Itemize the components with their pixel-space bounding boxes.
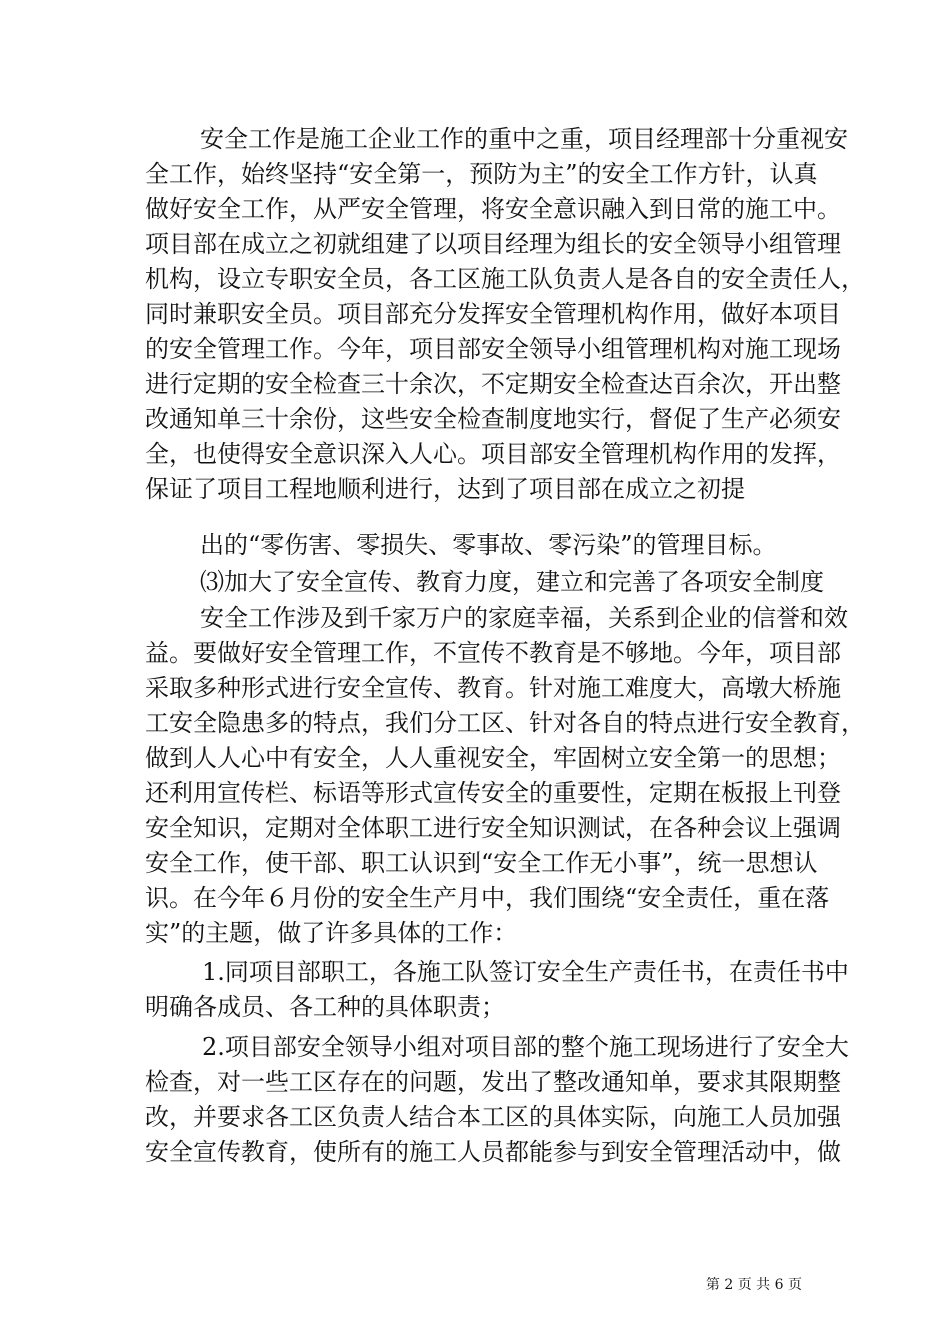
paragraph-line: 识。在今年６月份的安全生产月中，我们围绕“安全责任，重在落 [145,884,830,912]
paragraph-line: 改，并要求各工区负责人结合本工区的具体实际，向施工人员加强 [145,1103,841,1131]
paragraph-line: 益。要做好安全管理工作，不宣传不教育是不够地。今年，项目部 [145,639,841,667]
paragraph-line: 安全知识，定期对全体职工进行安全知识测试，在各种会议上强调 [145,814,841,842]
paragraph-line: 明确各成员、各工种的具体职责； [145,993,505,1021]
paragraph-line: 保证了项目工程地顺利进行，达到了项目部在成立之初提 [145,475,745,503]
paragraph-line: 全，也使得安全意识深入人心。项目部安全管理机构作用的发挥， [145,440,841,468]
paragraph-line: 安全工作，使干部、职工认识到“安全工作无小事”，统一思想认 [145,849,818,877]
paragraph-line: 检查，对一些工区存在的问题，发出了整改通知单，要求其限期整 [145,1068,841,1096]
paragraph-line: 机构，设立专职安全员，各工区施工队负责人是各自的安全责任人， [145,265,865,293]
list-item: 2.项目部安全领导小组对项目部的整个施工现场进行了安全大 [202,1033,849,1061]
paragraph-line: 采取多种形式进行安全宣传、教育。针对施工难度大，高墩大桥施 [145,674,841,702]
page-number: 第 2 页 共 6 页 [705,1277,802,1293]
paragraph-line: 进行定期的安全检查三十余次，不定期安全检查达百余次，开出整 [145,370,841,398]
paragraph-line: 项目部在成立之初就组建了以项目经理为组长的安全领导小组管理 [145,230,841,258]
paragraph-line: 安全工作是施工企业工作的重中之重，项目经理部十分重视安 [200,125,848,153]
paragraph-line: 安全宣传教育，使所有的施工人员都能参与到安全管理活动中，做 [145,1138,841,1166]
paragraph-line: 全工作，始终坚持“安全第一，预防为主”的安全工作方针，认真 [145,160,818,188]
paragraph-line: 出的“零伤害、零损失、零事故、零污染”的管理目标。 [200,531,777,559]
paragraph-line: 实”的主题，做了许多具体的工作： [145,919,518,947]
paragraph-line: 改通知单三十余份，这些安全检查制度地实行，督促了生产必须安 [145,405,841,433]
paragraph-line: 安全工作涉及到千家万户的家庭幸福，关系到企业的信誉和效 [200,604,848,632]
paragraph-line: 还利用宣传栏、标语等形式宣传安全的重要性，定期在板报上刊登 [145,779,841,807]
paragraph-line: 的安全管理工作。今年，项目部安全领导小组管理机构对施工现场 [145,335,841,363]
section-heading: ⑶加大了安全宣传、教育力度，建立和完善了各项安全制度 [200,568,824,596]
list-item: 1.同项目部职工，各施工队签订安全生产责任书，在责任书中 [202,958,849,986]
paragraph-line: 做到人人心中有安全，人人重视安全，牢固树立安全第一的思想； [145,744,841,772]
paragraph-line: 工安全隐患多的特点，我们分工区、针对各自的特点进行安全教育， [145,709,865,737]
paragraph-line: 同时兼职安全员。项目部充分发挥安全管理机构作用，做好本项目 [145,300,841,328]
paragraph-line: 做好安全工作，从严安全管理，将安全意识融入到日常的施工中。 [145,195,841,223]
